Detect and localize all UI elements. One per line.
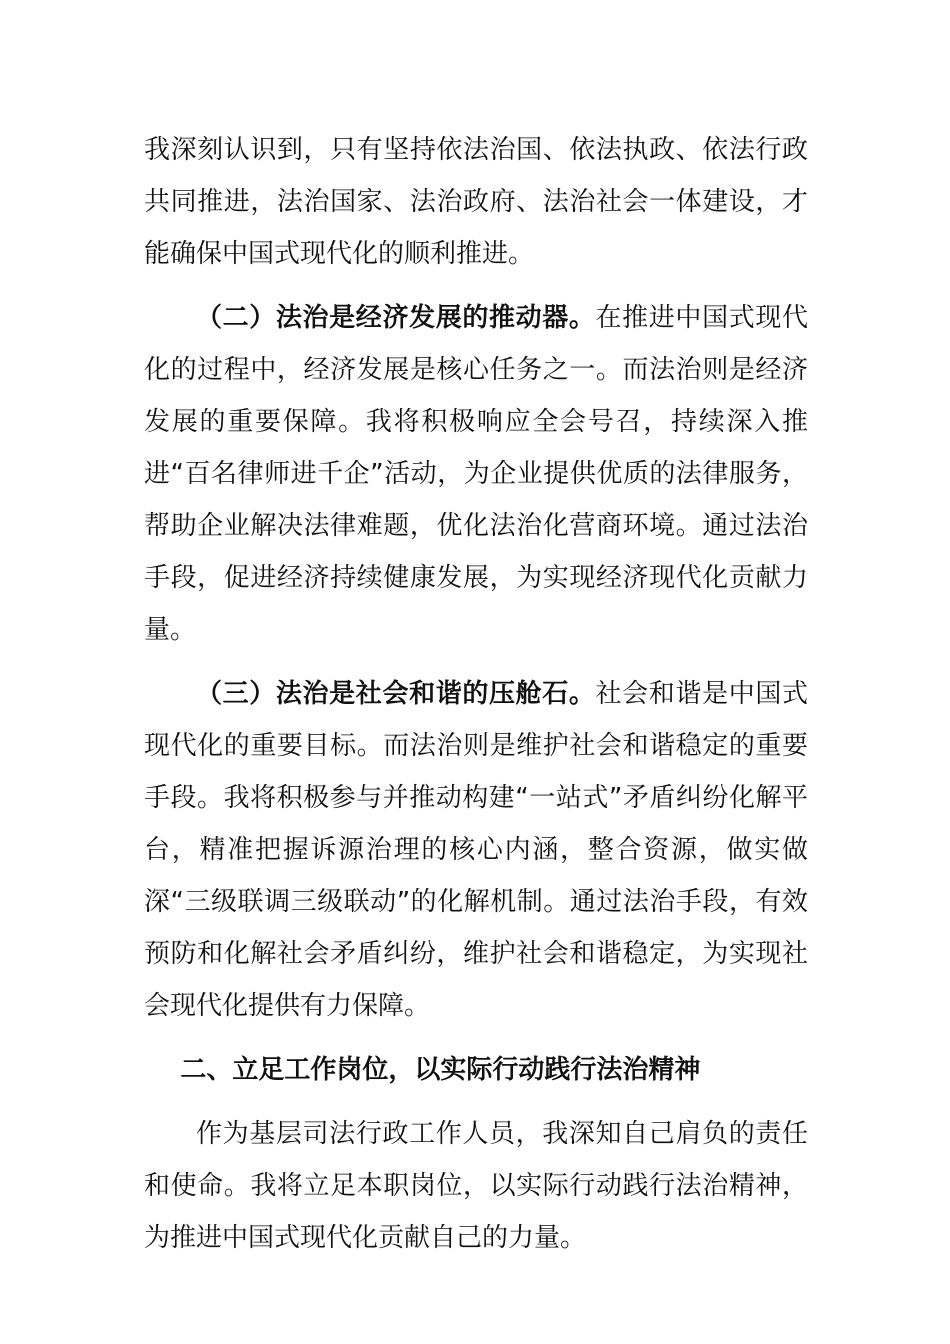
paragraph-3-lead: （三）法治是社会和谐的压舱石。 xyxy=(196,679,596,709)
paragraph-1: 我深刻认识到，只有坚持依法治国、依法执政、依法行政共同推进，法治国家、法治政府、法治社会一体建设，才能确保中国式现代化的顺利推进。 xyxy=(144,135,808,269)
paragraph-2 xyxy=(144,292,808,656)
paragraph-3-body: 社会和谐是中国式现代化的重要目标。而法治则是维护社会和谐稳定的重要手段。我将积极参与并推动构建“一站式”矛盾纠纷化解平台，精准把握诉源治理的核心内涵，整合资源，做实做深“三级联调三级联动”的化解机制。通过法治手段，有效预防和化解社会矛盾纠纷，维护社会和谐稳定，为实现社会现代化提供有力保障。 xyxy=(144,679,808,1021)
paragraph-2-body: 在推进中国式现代化的过程中，经济发展是核心任务之一。而法治则是经济发展的重要保障。我将积极响应全会号召，持续深入推进“百名律师进千企”活动，为企业提供优质的法律服务，帮助企业解决法律难题，优化法治化营商环境。通过法治手段，促进经济持续健康发展，为实现经济现代化贡献力量。 xyxy=(144,303,808,645)
section-heading-2: 二、立足工作岗位，以实际行动践行法治精神 xyxy=(180,1055,701,1085)
paragraph-2-lead: （二）法治是经济发展的推动器。 xyxy=(196,303,596,333)
paragraph-4: 作为基层司法行政工作人员，我深知自己肩负的责任和使命。我将立足本职岗位，以实际行动践行法治精神，为推进中国式现代化贡献自己的力量。 xyxy=(144,1119,808,1253)
paragraph-3 xyxy=(144,668,808,1032)
document-body xyxy=(144,124,808,1276)
